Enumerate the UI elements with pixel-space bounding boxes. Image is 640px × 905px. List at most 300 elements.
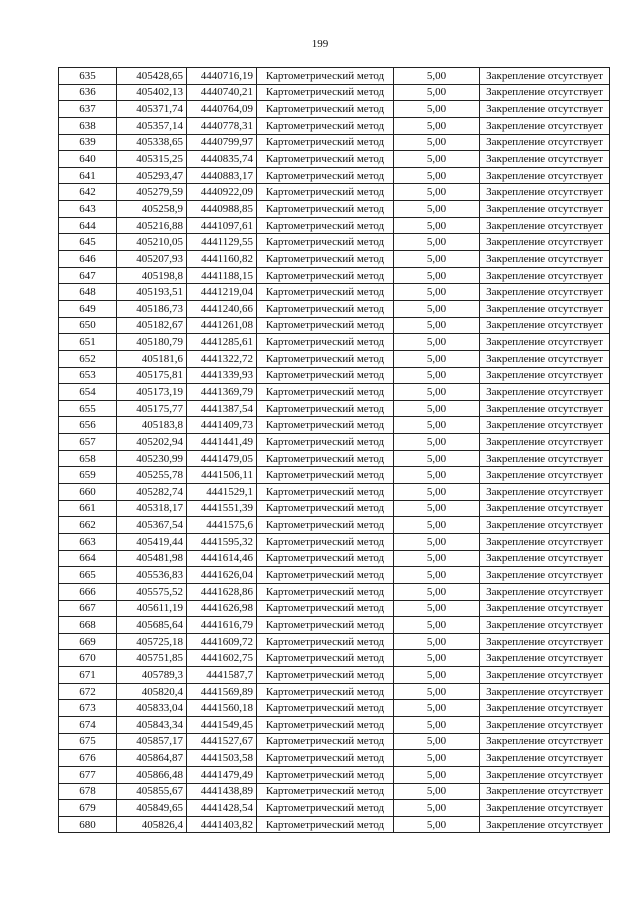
method-cell: Картометрический метод: [257, 217, 394, 234]
x-coordinate-cell: 405175,81: [117, 367, 187, 384]
fixation-cell: Закрепление отсутствует: [480, 450, 610, 467]
point-number-cell: 641: [59, 167, 117, 184]
fixation-cell: Закрепление отсутствует: [480, 217, 610, 234]
y-coordinate-cell: 4441628,86: [187, 583, 257, 600]
accuracy-cell: 5,00: [394, 151, 480, 168]
coordinates-table-body: [59, 68, 610, 833]
accuracy-cell: 5,00: [394, 583, 480, 600]
y-coordinate-cell: 4441339,93: [187, 367, 257, 384]
point-number-cell: 674: [59, 716, 117, 733]
fixation-cell: Закрепление отсутствует: [480, 101, 610, 118]
table-row: [59, 384, 610, 401]
accuracy-cell: 5,00: [394, 467, 480, 484]
method-cell: Картометрический метод: [257, 450, 394, 467]
fixation-cell: Закрепление отсутствует: [480, 716, 610, 733]
y-coordinate-cell: 4440799,97: [187, 134, 257, 151]
fixation-cell: Закрепление отсутствует: [480, 800, 610, 817]
y-coordinate-cell: 4441240,66: [187, 300, 257, 317]
fixation-cell: Закрепление отсутствует: [480, 400, 610, 417]
accuracy-cell: 5,00: [394, 417, 480, 434]
fixation-cell: Закрепление отсутствует: [480, 750, 610, 767]
method-cell: Картометрический метод: [257, 267, 394, 284]
y-coordinate-cell: 4441551,39: [187, 500, 257, 517]
table-row: [59, 766, 610, 783]
y-coordinate-cell: 4441616,79: [187, 617, 257, 634]
point-number-cell: 664: [59, 550, 117, 567]
accuracy-cell: 5,00: [394, 766, 480, 783]
accuracy-cell: 5,00: [394, 300, 480, 317]
y-coordinate-cell: 4441369,79: [187, 384, 257, 401]
y-coordinate-cell: 4440835,74: [187, 151, 257, 168]
y-coordinate-cell: 4440778,31: [187, 117, 257, 134]
table-row: [59, 217, 610, 234]
x-coordinate-cell: 405428,65: [117, 68, 187, 85]
fixation-cell: Закрепление отсутствует: [480, 667, 610, 684]
page-number: 199: [311, 38, 329, 50]
accuracy-cell: 5,00: [394, 633, 480, 650]
point-number-cell: 654: [59, 384, 117, 401]
method-cell: Картометрический метод: [257, 500, 394, 517]
fixation-cell: Закрепление отсутствует: [480, 783, 610, 800]
method-cell: Картометрический метод: [257, 300, 394, 317]
point-number-cell: 658: [59, 450, 117, 467]
accuracy-cell: 5,00: [394, 650, 480, 667]
point-number-cell: 640: [59, 151, 117, 168]
accuracy-cell: 5,00: [394, 317, 480, 334]
table-row: [59, 234, 610, 251]
table-row: [59, 84, 610, 101]
y-coordinate-cell: 4440883,17: [187, 167, 257, 184]
method-cell: Картометрический метод: [257, 583, 394, 600]
accuracy-cell: 5,00: [394, 251, 480, 268]
x-coordinate-cell: 405318,17: [117, 500, 187, 517]
y-coordinate-cell: 4441160,82: [187, 251, 257, 268]
method-cell: Картометрический метод: [257, 201, 394, 218]
point-number-cell: 667: [59, 600, 117, 617]
point-number-cell: 642: [59, 184, 117, 201]
table-row: [59, 300, 610, 317]
accuracy-cell: 5,00: [394, 334, 480, 351]
fixation-cell: Закрепление отсутствует: [480, 650, 610, 667]
y-coordinate-cell: 4441479,05: [187, 450, 257, 467]
x-coordinate-cell: 405315,25: [117, 151, 187, 168]
point-number-cell: 649: [59, 300, 117, 317]
x-coordinate-cell: 405216,88: [117, 217, 187, 234]
y-coordinate-cell: 4441409,73: [187, 417, 257, 434]
table-row: [59, 101, 610, 118]
table-row: [59, 567, 610, 584]
fixation-cell: Закрепление отсутствует: [480, 84, 610, 101]
table-row: [59, 667, 610, 684]
coordinates-table: [58, 67, 610, 833]
point-number-cell: 637: [59, 101, 117, 118]
method-cell: Картометрический метод: [257, 434, 394, 451]
x-coordinate-cell: 405181,6: [117, 350, 187, 367]
method-cell: Картометрический метод: [257, 600, 394, 617]
method-cell: Картометрический метод: [257, 467, 394, 484]
point-number-cell: 656: [59, 417, 117, 434]
y-coordinate-cell: 4441097,61: [187, 217, 257, 234]
y-coordinate-cell: 4441614,46: [187, 550, 257, 567]
accuracy-cell: 5,00: [394, 134, 480, 151]
point-number-cell: 653: [59, 367, 117, 384]
point-number-cell: 676: [59, 750, 117, 767]
fixation-cell: Закрепление отсутствует: [480, 151, 610, 168]
table-row: [59, 733, 610, 750]
method-cell: Картометрический метод: [257, 700, 394, 717]
y-coordinate-cell: 4441529,1: [187, 484, 257, 501]
table-row: [59, 484, 610, 501]
accuracy-cell: 5,00: [394, 716, 480, 733]
y-coordinate-cell: 4441626,04: [187, 567, 257, 584]
table-row: [59, 350, 610, 367]
point-number-cell: 639: [59, 134, 117, 151]
point-number-cell: 668: [59, 617, 117, 634]
accuracy-cell: 5,00: [394, 550, 480, 567]
method-cell: Картометрический метод: [257, 667, 394, 684]
x-coordinate-cell: 405820,4: [117, 683, 187, 700]
fixation-cell: Закрепление отсутствует: [480, 583, 610, 600]
table-row: [59, 783, 610, 800]
x-coordinate-cell: 405751,85: [117, 650, 187, 667]
x-coordinate-cell: 405367,54: [117, 517, 187, 534]
method-cell: Картометрический метод: [257, 567, 394, 584]
fixation-cell: Закрепление отсутствует: [480, 517, 610, 534]
x-coordinate-cell: 405255,78: [117, 467, 187, 484]
x-coordinate-cell: 405826,4: [117, 816, 187, 833]
point-number-cell: 638: [59, 117, 117, 134]
x-coordinate-cell: 405725,18: [117, 633, 187, 650]
method-cell: Картометрический метод: [257, 350, 394, 367]
fixation-cell: Закрепление отсутствует: [480, 484, 610, 501]
accuracy-cell: 5,00: [394, 234, 480, 251]
accuracy-cell: 5,00: [394, 533, 480, 550]
accuracy-cell: 5,00: [394, 384, 480, 401]
y-coordinate-cell: 4440716,19: [187, 68, 257, 85]
accuracy-cell: 5,00: [394, 101, 480, 118]
table-row: [59, 816, 610, 833]
point-number-cell: 645: [59, 234, 117, 251]
y-coordinate-cell: 4441403,82: [187, 816, 257, 833]
fixation-cell: Закрепление отсутствует: [480, 617, 610, 634]
point-number-cell: 636: [59, 84, 117, 101]
y-coordinate-cell: 4441261,08: [187, 317, 257, 334]
point-number-cell: 662: [59, 517, 117, 534]
fixation-cell: Закрепление отсутствует: [480, 300, 610, 317]
y-coordinate-cell: 4440764,09: [187, 101, 257, 118]
point-number-cell: 648: [59, 284, 117, 301]
accuracy-cell: 5,00: [394, 267, 480, 284]
y-coordinate-cell: 4441569,89: [187, 683, 257, 700]
y-coordinate-cell: 4441387,54: [187, 400, 257, 417]
accuracy-cell: 5,00: [394, 217, 480, 234]
point-number-cell: 663: [59, 533, 117, 550]
fixation-cell: Закрепление отсутствует: [480, 816, 610, 833]
point-number-cell: 644: [59, 217, 117, 234]
accuracy-cell: 5,00: [394, 683, 480, 700]
x-coordinate-cell: 405611,19: [117, 600, 187, 617]
accuracy-cell: 5,00: [394, 484, 480, 501]
x-coordinate-cell: 405357,14: [117, 117, 187, 134]
y-coordinate-cell: 4441479,49: [187, 766, 257, 783]
table-row: [59, 550, 610, 567]
table-row: [59, 617, 610, 634]
y-coordinate-cell: 4441129,55: [187, 234, 257, 251]
fixation-cell: Закрепление отсутствует: [480, 267, 610, 284]
x-coordinate-cell: 405293,47: [117, 167, 187, 184]
table-row: [59, 251, 610, 268]
fixation-cell: Закрепление отсутствует: [480, 500, 610, 517]
point-number-cell: 670: [59, 650, 117, 667]
x-coordinate-cell: 405207,93: [117, 251, 187, 268]
y-coordinate-cell: 4441560,18: [187, 700, 257, 717]
y-coordinate-cell: 4441428,54: [187, 800, 257, 817]
point-number-cell: 647: [59, 267, 117, 284]
x-coordinate-cell: 405210,05: [117, 234, 187, 251]
point-number-cell: 652: [59, 350, 117, 367]
accuracy-cell: 5,00: [394, 517, 480, 534]
y-coordinate-cell: 4441575,6: [187, 517, 257, 534]
x-coordinate-cell: 405193,51: [117, 284, 187, 301]
table-row: [59, 517, 610, 534]
accuracy-cell: 5,00: [394, 667, 480, 684]
x-coordinate-cell: 405843,34: [117, 716, 187, 733]
method-cell: Картометрический метод: [257, 783, 394, 800]
y-coordinate-cell: 4441506,11: [187, 467, 257, 484]
y-coordinate-cell: 4440740,21: [187, 84, 257, 101]
method-cell: Картометрический метод: [257, 400, 394, 417]
point-number-cell: 651: [59, 334, 117, 351]
method-cell: Картометрический метод: [257, 484, 394, 501]
fixation-cell: Закрепление отсутствует: [480, 317, 610, 334]
table-row: [59, 400, 610, 417]
accuracy-cell: 5,00: [394, 800, 480, 817]
point-number-cell: 665: [59, 567, 117, 584]
y-coordinate-cell: 4441441,49: [187, 434, 257, 451]
point-number-cell: 680: [59, 816, 117, 833]
x-coordinate-cell: 405183,8: [117, 417, 187, 434]
y-coordinate-cell: 4441188,15: [187, 267, 257, 284]
x-coordinate-cell: 405866,48: [117, 766, 187, 783]
table-row: [59, 700, 610, 717]
method-cell: Картометрический метод: [257, 800, 394, 817]
accuracy-cell: 5,00: [394, 567, 480, 584]
table-row: [59, 317, 610, 334]
y-coordinate-cell: 4441609,72: [187, 633, 257, 650]
method-cell: Картометрический метод: [257, 334, 394, 351]
fixation-cell: Закрепление отсутствует: [480, 417, 610, 434]
method-cell: Картометрический метод: [257, 816, 394, 833]
point-number-cell: 673: [59, 700, 117, 717]
table-row: [59, 334, 610, 351]
accuracy-cell: 5,00: [394, 84, 480, 101]
x-coordinate-cell: 405198,8: [117, 267, 187, 284]
table-row: [59, 533, 610, 550]
table-row: [59, 267, 610, 284]
x-coordinate-cell: 405338,65: [117, 134, 187, 151]
x-coordinate-cell: 405419,44: [117, 533, 187, 550]
method-cell: Картометрический метод: [257, 134, 394, 151]
method-cell: Картометрический метод: [257, 101, 394, 118]
table-row: [59, 716, 610, 733]
y-coordinate-cell: 4441549,45: [187, 716, 257, 733]
table-row: [59, 117, 610, 134]
x-coordinate-cell: 405849,65: [117, 800, 187, 817]
method-cell: Картометрический метод: [257, 184, 394, 201]
point-number-cell: 679: [59, 800, 117, 817]
table-row: [59, 68, 610, 85]
x-coordinate-cell: 405371,74: [117, 101, 187, 118]
method-cell: Картометрический метод: [257, 167, 394, 184]
accuracy-cell: 5,00: [394, 284, 480, 301]
accuracy-cell: 5,00: [394, 500, 480, 517]
table-row: [59, 367, 610, 384]
accuracy-cell: 5,00: [394, 816, 480, 833]
method-cell: Картометрический метод: [257, 766, 394, 783]
method-cell: Картометрический метод: [257, 617, 394, 634]
fixation-cell: Закрепление отсутствует: [480, 134, 610, 151]
fixation-cell: Закрепление отсутствует: [480, 766, 610, 783]
y-coordinate-cell: 4441503,58: [187, 750, 257, 767]
point-number-cell: 650: [59, 317, 117, 334]
method-cell: Картометрический метод: [257, 284, 394, 301]
y-coordinate-cell: 4440988,85: [187, 201, 257, 218]
accuracy-cell: 5,00: [394, 750, 480, 767]
fixation-cell: Закрепление отсутствует: [480, 600, 610, 617]
table-row: [59, 201, 610, 218]
accuracy-cell: 5,00: [394, 350, 480, 367]
fixation-cell: Закрепление отсутствует: [480, 550, 610, 567]
table-row: [59, 167, 610, 184]
method-cell: Картометрический метод: [257, 251, 394, 268]
point-number-cell: 672: [59, 683, 117, 700]
x-coordinate-cell: 405180,79: [117, 334, 187, 351]
accuracy-cell: 5,00: [394, 68, 480, 85]
point-number-cell: 655: [59, 400, 117, 417]
x-coordinate-cell: 405864,87: [117, 750, 187, 767]
table-row: [59, 134, 610, 151]
accuracy-cell: 5,00: [394, 783, 480, 800]
fixation-cell: Закрепление отсутствует: [480, 733, 610, 750]
method-cell: Картометрический метод: [257, 517, 394, 534]
y-coordinate-cell: 4441438,89: [187, 783, 257, 800]
table-row: [59, 434, 610, 451]
fixation-cell: Закрепление отсутствует: [480, 467, 610, 484]
method-cell: Картометрический метод: [257, 533, 394, 550]
fixation-cell: Закрепление отсутствует: [480, 201, 610, 218]
accuracy-cell: 5,00: [394, 450, 480, 467]
x-coordinate-cell: 405855,67: [117, 783, 187, 800]
accuracy-cell: 5,00: [394, 167, 480, 184]
method-cell: Картометрический метод: [257, 151, 394, 168]
point-number-cell: 669: [59, 633, 117, 650]
method-cell: Картометрический метод: [257, 68, 394, 85]
point-number-cell: 635: [59, 68, 117, 85]
x-coordinate-cell: 405230,99: [117, 450, 187, 467]
y-coordinate-cell: 4441219,04: [187, 284, 257, 301]
fixation-cell: Закрепление отсутствует: [480, 533, 610, 550]
method-cell: Картометрический метод: [257, 750, 394, 767]
table-row: [59, 650, 610, 667]
method-cell: Картометрический метод: [257, 716, 394, 733]
point-number-cell: 646: [59, 251, 117, 268]
table-row: [59, 633, 610, 650]
fixation-cell: Закрепление отсутствует: [480, 567, 610, 584]
table-row: [59, 800, 610, 817]
fixation-cell: Закрепление отсутствует: [480, 683, 610, 700]
point-number-cell: 666: [59, 583, 117, 600]
point-number-cell: 678: [59, 783, 117, 800]
fixation-cell: Закрепление отсутствует: [480, 184, 610, 201]
fixation-cell: Закрепление отсутствует: [480, 434, 610, 451]
y-coordinate-cell: 4441322,72: [187, 350, 257, 367]
accuracy-cell: 5,00: [394, 700, 480, 717]
fixation-cell: Закрепление отсутствует: [480, 251, 610, 268]
accuracy-cell: 5,00: [394, 367, 480, 384]
point-number-cell: 661: [59, 500, 117, 517]
method-cell: Картометрический метод: [257, 650, 394, 667]
fixation-cell: Закрепление отсутствует: [480, 117, 610, 134]
point-number-cell: 659: [59, 467, 117, 484]
accuracy-cell: 5,00: [394, 434, 480, 451]
method-cell: Картометрический метод: [257, 733, 394, 750]
accuracy-cell: 5,00: [394, 600, 480, 617]
table-row: [59, 284, 610, 301]
y-coordinate-cell: 4441602,75: [187, 650, 257, 667]
table-row: [59, 151, 610, 168]
point-number-cell: 671: [59, 667, 117, 684]
table-row: [59, 500, 610, 517]
point-number-cell: 643: [59, 201, 117, 218]
y-coordinate-cell: 4441285,61: [187, 334, 257, 351]
table-row: [59, 450, 610, 467]
point-number-cell: 677: [59, 766, 117, 783]
accuracy-cell: 5,00: [394, 617, 480, 634]
fixation-cell: Закрепление отсутствует: [480, 700, 610, 717]
table-row: [59, 583, 610, 600]
x-coordinate-cell: 405182,67: [117, 317, 187, 334]
fixation-cell: Закрепление отсутствует: [480, 284, 610, 301]
x-coordinate-cell: 405536,83: [117, 567, 187, 584]
x-coordinate-cell: 405186,73: [117, 300, 187, 317]
point-number-cell: 657: [59, 434, 117, 451]
table-row: [59, 417, 610, 434]
x-coordinate-cell: 405279,59: [117, 184, 187, 201]
method-cell: Картометрический метод: [257, 683, 394, 700]
accuracy-cell: 5,00: [394, 201, 480, 218]
table-row: [59, 683, 610, 700]
method-cell: Картометрический метод: [257, 234, 394, 251]
x-coordinate-cell: 405833,04: [117, 700, 187, 717]
x-coordinate-cell: 405173,19: [117, 384, 187, 401]
point-number-cell: 675: [59, 733, 117, 750]
fixation-cell: Закрепление отсутствует: [480, 633, 610, 650]
y-coordinate-cell: 4441595,32: [187, 533, 257, 550]
x-coordinate-cell: 405481,98: [117, 550, 187, 567]
method-cell: Картометрический метод: [257, 117, 394, 134]
method-cell: Картометрический метод: [257, 384, 394, 401]
method-cell: Картометрический метод: [257, 84, 394, 101]
y-coordinate-cell: 4441587,7: [187, 667, 257, 684]
table-row: [59, 184, 610, 201]
accuracy-cell: 5,00: [394, 184, 480, 201]
fixation-cell: Закрепление отсутствует: [480, 350, 610, 367]
method-cell: Картометрический метод: [257, 317, 394, 334]
accuracy-cell: 5,00: [394, 400, 480, 417]
method-cell: Картометрический метод: [257, 633, 394, 650]
fixation-cell: Закрепление отсутствует: [480, 234, 610, 251]
x-coordinate-cell: 405857,17: [117, 733, 187, 750]
